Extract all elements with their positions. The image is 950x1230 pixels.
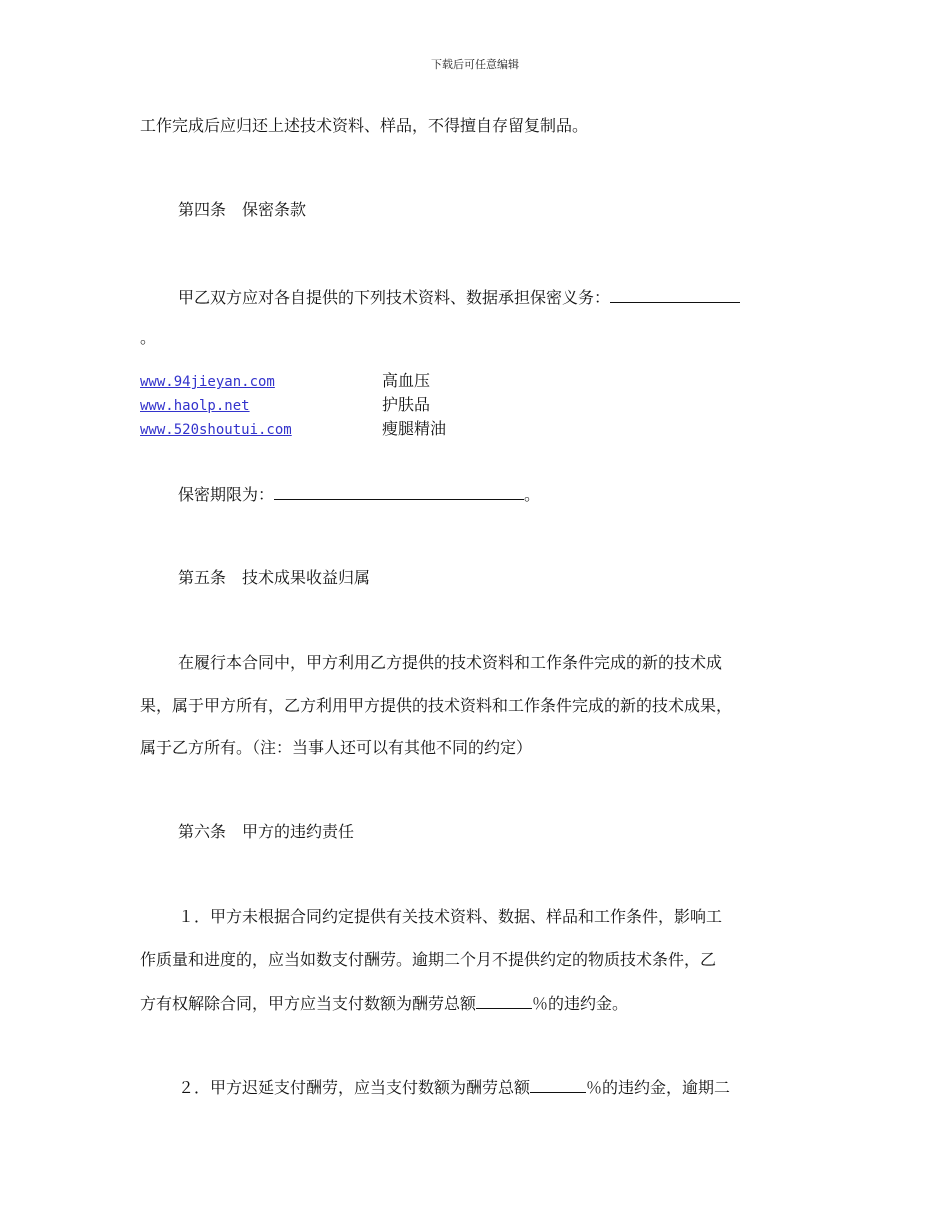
link-row (140, 370, 431, 393)
secret-period-text: 保密期限为： (178, 485, 275, 504)
paragraph-line (178, 1076, 730, 1098)
penalty-text: 方有权解除合同，甲方应当支付数额为酬劳总额 (140, 994, 477, 1013)
link-label: 高血压 (382, 371, 431, 390)
paragraph-line: 。 (140, 328, 157, 347)
paragraph-line: 工作完成后应归还上述技术资料、样品，不得擅自存留复制品。 (140, 116, 589, 135)
paragraph-line: 作质量和进度的，应当如数支付酬劳。逾期二个月不提供约定的物质技术条件，乙 (140, 950, 717, 969)
article-4-title: 第四条 保密条款 (178, 200, 307, 219)
paragraph-line (178, 483, 540, 505)
link-520shoutui[interactable]: www.520shoutui.com (140, 422, 292, 438)
article-5-title: 第五条 技术成果收益归属 (178, 568, 371, 587)
page-header: 下载后可任意编辑 (431, 58, 519, 71)
blank-field[interactable] (610, 286, 740, 303)
delay-text: ２．甲方迟延支付酬劳，应当支付数额为酬劳总额 (178, 1078, 531, 1097)
link-label: 瘦腿精油 (382, 419, 447, 438)
paragraph-line (140, 992, 628, 1014)
link-row (140, 394, 431, 417)
period-end: 。 (524, 485, 541, 504)
confidential-text: 甲乙双方应对各自提供的下列技术资料、数据承担保密义务： (178, 288, 611, 307)
link-94jieyan[interactable]: www.94jieyan.com (140, 374, 275, 390)
paragraph-line: 属于乙方所有。（注：当事人还可以有其他不同的约定） (140, 738, 533, 757)
link-haolp[interactable]: www.haolp.net (140, 398, 250, 414)
paragraph-line: １．甲方未根据合同约定提供有关技术资料、数据、样品和工作条件，影响工 (178, 907, 723, 926)
blank-field[interactable] (274, 483, 524, 500)
link-label: 护肤品 (382, 395, 431, 414)
delay-text: ％的违约金，逾期二 (586, 1078, 731, 1097)
blank-field[interactable] (530, 1076, 586, 1093)
paragraph-line: 在履行本合同中，甲方利用乙方提供的技术资料和工作条件完成的新的技术成 (178, 653, 723, 672)
paragraph-line (178, 286, 740, 308)
article-6-title: 第六条 甲方的违约责任 (178, 822, 355, 841)
link-row (140, 418, 447, 441)
blank-field[interactable] (476, 992, 532, 1009)
penalty-text: ％的违约金。 (532, 994, 629, 1013)
paragraph-line: 果，属于甲方所有，乙方利用甲方提供的技术资料和工作条件完成的新的技术成果， (140, 696, 733, 715)
